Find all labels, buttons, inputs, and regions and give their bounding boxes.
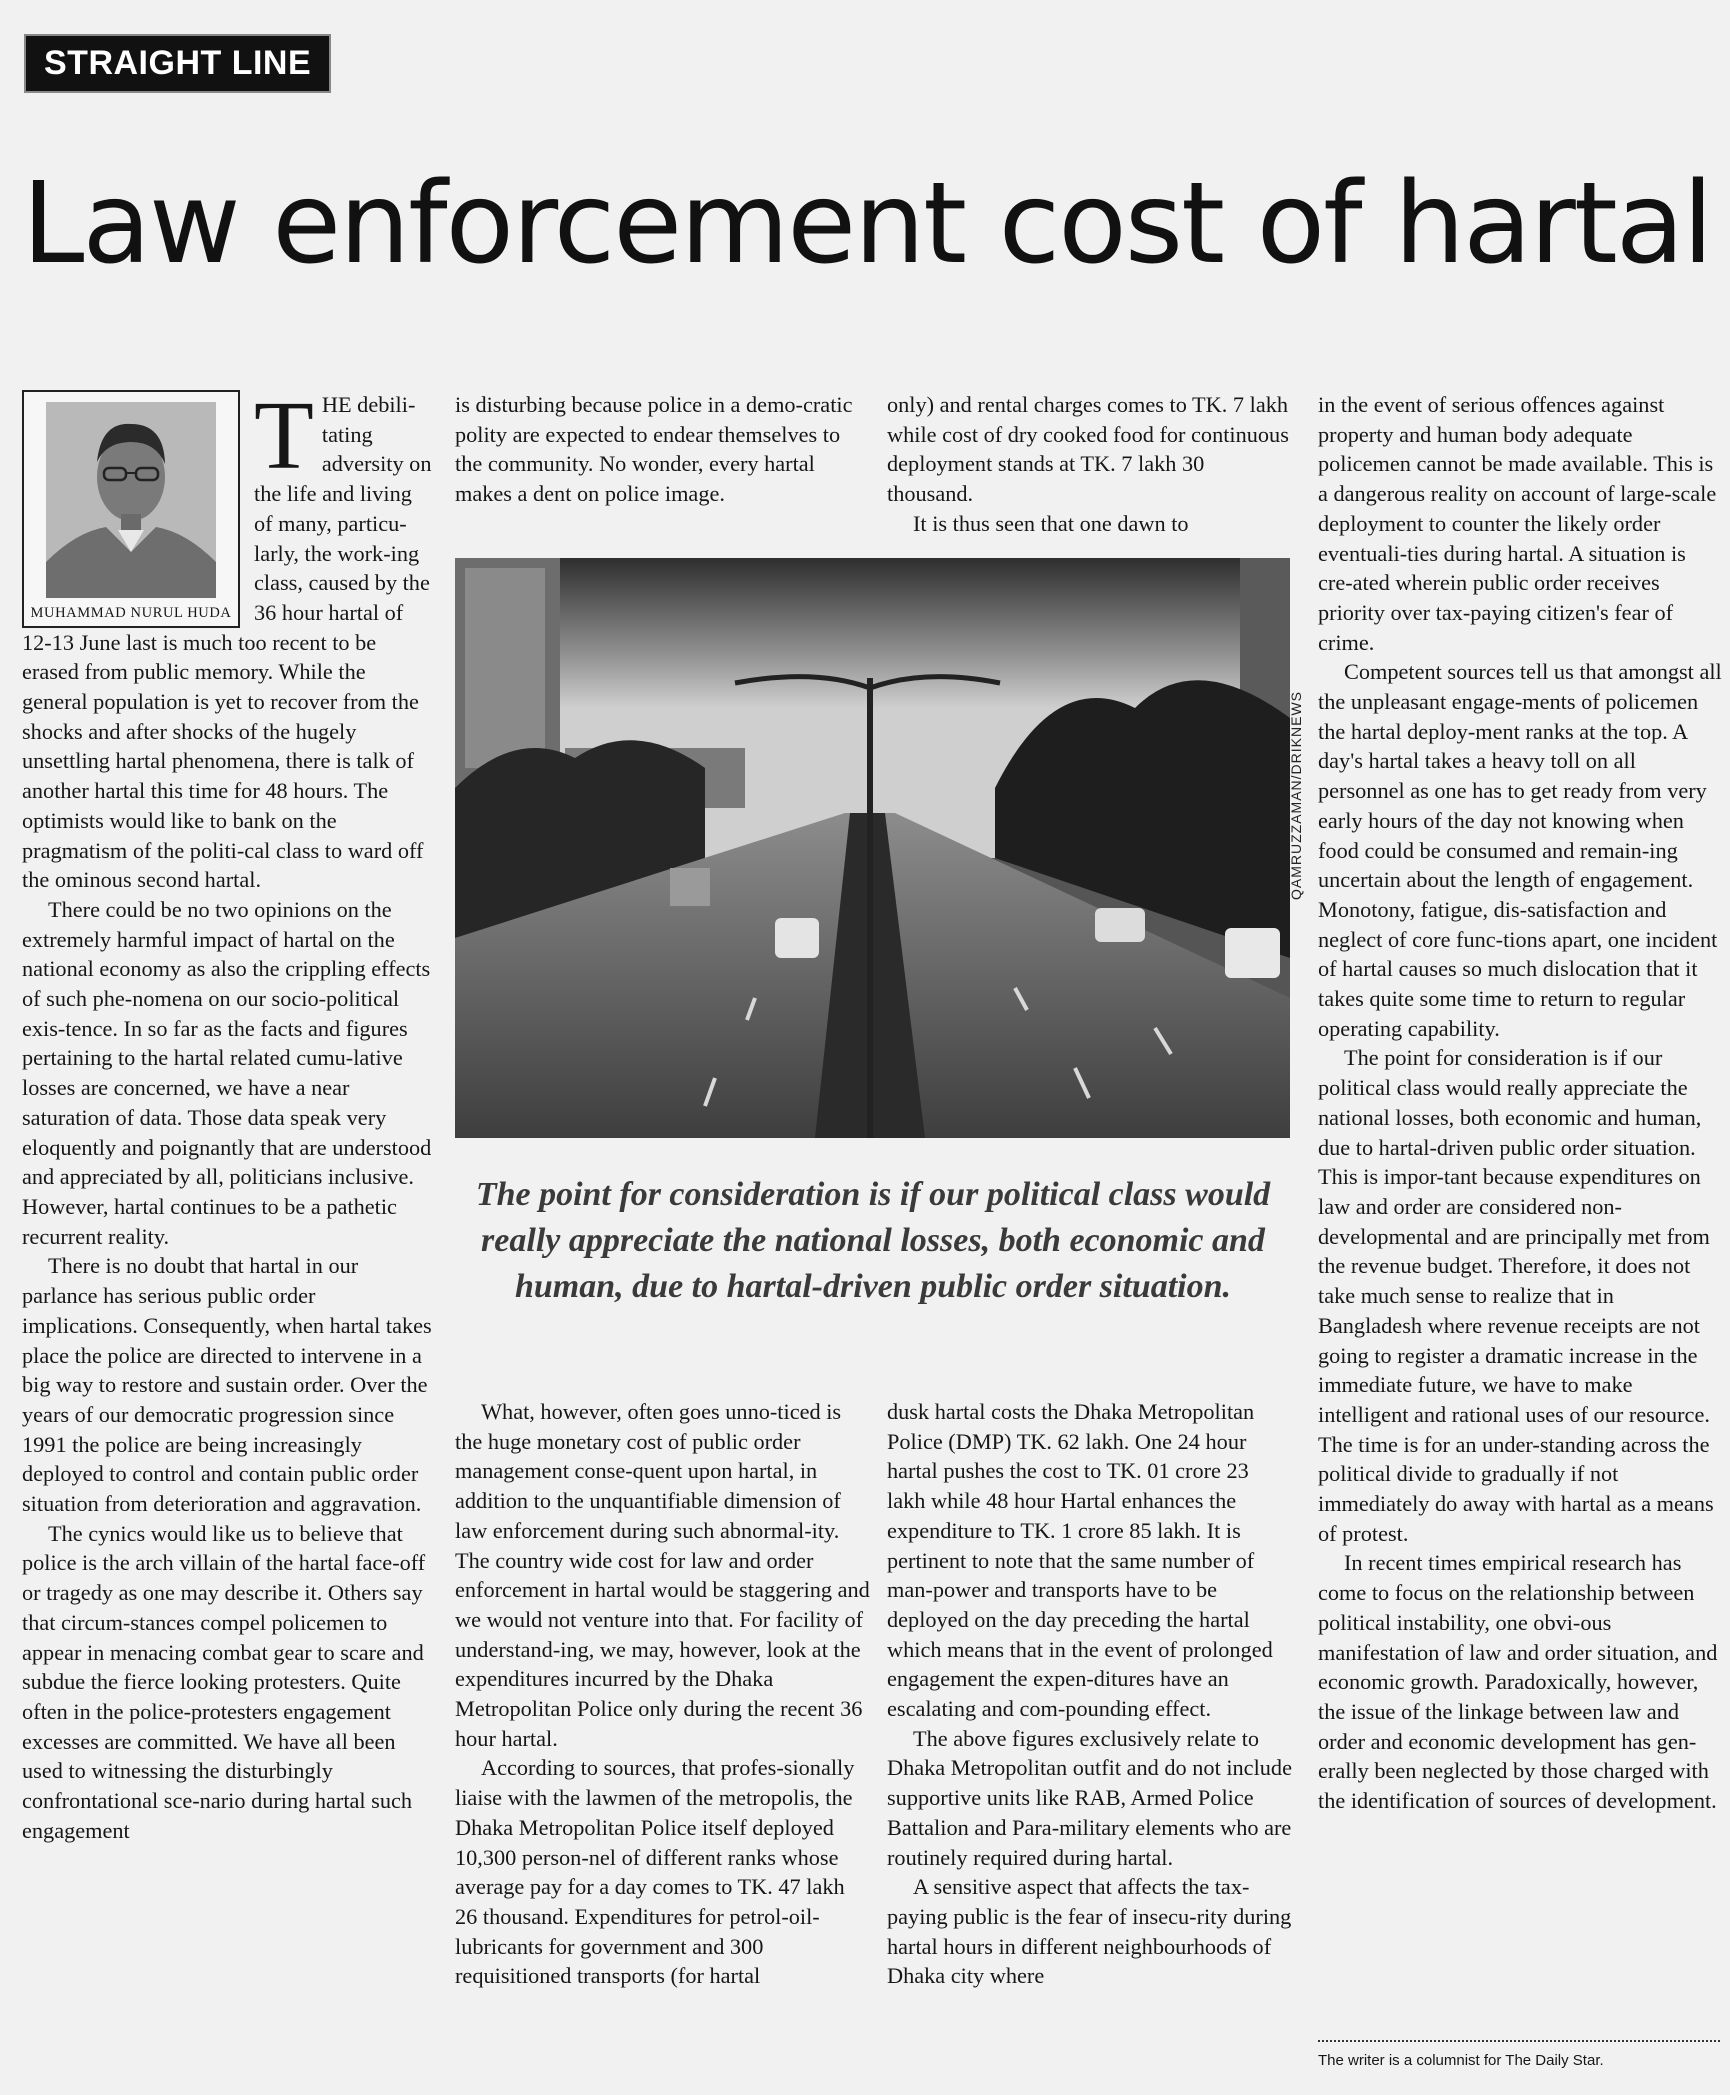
column-3-bottom: [887, 1397, 1292, 1991]
drop-cap: T: [254, 382, 314, 490]
col1-para-2: There could be no two opinions on the extremely harmful impact of hartal on the national economy as also the crippling effects of such phe-nomena on our socio-political exis-tence. In so far as the facts and figures pertaining to the hartal related cumu-lative losses are concerned, we have a near saturation of data. Those data speak very eloquently and poignantly that are understood and appreciated by all, politicians inclusive. However, hartal continues to be a pathetic recurrent reality.: [22, 896, 432, 1249]
col3-top-para-1: only) and rental charges comes to TK. 7 lakh while cost of dry cooked food for continuous deployment stands at TK. 7 lakh 30 thousand.: [887, 392, 1289, 507]
column-3-top: [887, 390, 1292, 539]
photo-credit: QAMRUZZAMAN/DRIKNEWS: [1288, 691, 1304, 900]
headline: Law enforcement cost of hartal: [22, 159, 1712, 289]
col1-para-3: There is no doubt that hartal in our parlance has serious public order implications. Consequently, when hartal takes place the police are directed to intervene in a big way to restore and sustain order. Over the years of our democratic progression since 1991 the police are being increasingly deployed to control and contain public order situation from deterioration and aggravation.: [22, 1253, 432, 1517]
column-2-bottom: [455, 1397, 870, 1991]
col3-top-para-2: It is thus seen that one dawn to: [913, 510, 1189, 536]
col4-para-4: In recent times empirical research has come to focus on the relationship between political instability, one obvi-ous manifestation of law and order situation, and economic growth. Paradoxically, however, the issue of the linkage between law and order and economic development has gen-erally been neglected by those charged with the identification of sources of development.: [1318, 1550, 1718, 1814]
col3-bottom-para-2: The above figures exclusively relate to Dhaka Metropolitan outfit and do not include supportive units like RAB, Armed Police Battalion and Para-military elements who are routinely required during hartal.: [887, 1725, 1292, 1870]
col2-bottom-para-1: What, however, often goes unno-ticed is the huge monetary cost of public order management conse-quent upon hartal, in addition to the unquantifiable dimension of law enforcement during such abnormal-ity. The country wide cost for law and order enforcement in hartal would be staggering and we would not venture into that. For facility of understand-ing, we may, however, look at the expenditures incurred by the Dhaka Metropolitan Police only during the recent 36 hour hartal.: [455, 1399, 870, 1751]
col4-para-3: The point for consideration is if our political class would really appreciate the national losses, both economic and human, due to hartal-driven public order situation. This is impor-tant because expenditures on law and order are considered non-developmental and are principally met from the revenue budget. Therefore, it does not take much sense to realize that in Bangladesh where revenue receipts are not going to register a dramatic increase in the immediate future, we have to make intelligent and rational uses of our resource. The time is for an under-standing across the political divide to gradually if not immediately do away with hartal as a means of protest.: [1318, 1045, 1714, 1546]
col1-para-4: The cynics would like us to believe that police is the arch villain of the hartal face-off or tragedy as one may describe it. Others say that circum-stances compel policemen to appear in menacing combat gear to scare and subdue the fierce looking protesters. Quite often in the police-protesters engagement excesses are committed. We have all been used to witnessing the disturbingly confrontational sce-nario during hartal such engagement: [22, 1520, 426, 1843]
col2-top-para: is disturbing because police in a demo-cratic polity are expected to endear themselves to the community. No wonder, every hartal makes a dent on police image.: [455, 392, 853, 507]
photo-spacer: [22, 390, 254, 626]
col4-para-2: Competent sources tell us that amongst all the unpleasant engage-ments of policemen the hartal deploy-ment ranks at the top. A day's hartal takes a heavy toll on all personnel as one has to get ready from very early hours of the day not knowing when food could be consumed and remain-ing uncertain about the length of engagement. Monotony, fatigue, dis-satisfaction and neglect of core func-tions apart, one incident of hartal causes so much dislocation that it takes quite some time to return to regular operating capability.: [1318, 659, 1722, 1041]
street-photo-graphic: [455, 558, 1290, 1138]
street-photo: [455, 558, 1290, 1138]
column-2-top: [455, 390, 870, 509]
pull-quote: The point for consideration is if our political class would really appreciate the national losses, both economic and human, due to hartal-driven public order situation.: [475, 1176, 1271, 1305]
column-4: [1318, 390, 1723, 1816]
section-kicker: STRAIGHT LINE: [26, 36, 329, 91]
col2-bottom-para-2: According to sources, that profes-sionally liaise with the lawmen of the metropolis, the Dhaka Metropolitan Police itself deployed 10,300 person-nel of different ranks whose average pay for a day comes to TK. 47 lakh 26 thousand. Expenditures for petrol-oil-lubricants for government and 300 requisitioned transports (for hartal: [455, 1755, 855, 1989]
footnote-rule: [1318, 2040, 1720, 2042]
col1-lead-text: HE debili-tating adversity on the life and living of many, particu-larly, the work-ing class, caused by the 36 hour hartal of 12-13 June last is much too recent to be erased from public memory. While the general population is yet to recover from the shocks and after shocks of the hugely unsettling hartal phenomena, there is talk of another hartal this time for 48 hours. The optimists would like to bank on the pragmatism of the politi-cal class to ward off the ominous second hartal.: [22, 392, 432, 893]
col3-bottom-para-1: dusk hartal costs the Dhaka Metropolitan Police (DMP) TK. 62 lakh. One 24 hour hartal pushes the cost to TK. 01 crore 23 lakh while 48 hour Hartal enhances the expenditure to TK. 1 crore 85 lakh. It is pertinent to note that the same number of man-power and transports have to be deployed on the day preceding the hartal which means that in the event of prolonged engagement the expen-ditures have an escalating and com-pounding effect.: [887, 1399, 1273, 1722]
col4-para-1: in the event of serious offences against property and human body adequate policemen cannot be made available. This is a dangerous reality on account of large-scale deployment to counter the likely order eventuali-ties during hartal. A situation is cre-ated wherein public order receives priority over tax-paying citizen's fear of crime.: [1318, 392, 1717, 655]
column-1: [22, 382, 432, 1845]
col3-bottom-para-3: A sensitive aspect that affects the tax-paying public is the fear of insecu-rity during hartal hours in different neighbourhoods of Dhaka city where: [887, 1874, 1292, 1989]
author-footnote: The writer is a columnist for The Daily Star.: [1318, 2052, 1604, 2069]
author-byline: MUHAMMAD NURUL HUDA: [30, 605, 232, 621]
